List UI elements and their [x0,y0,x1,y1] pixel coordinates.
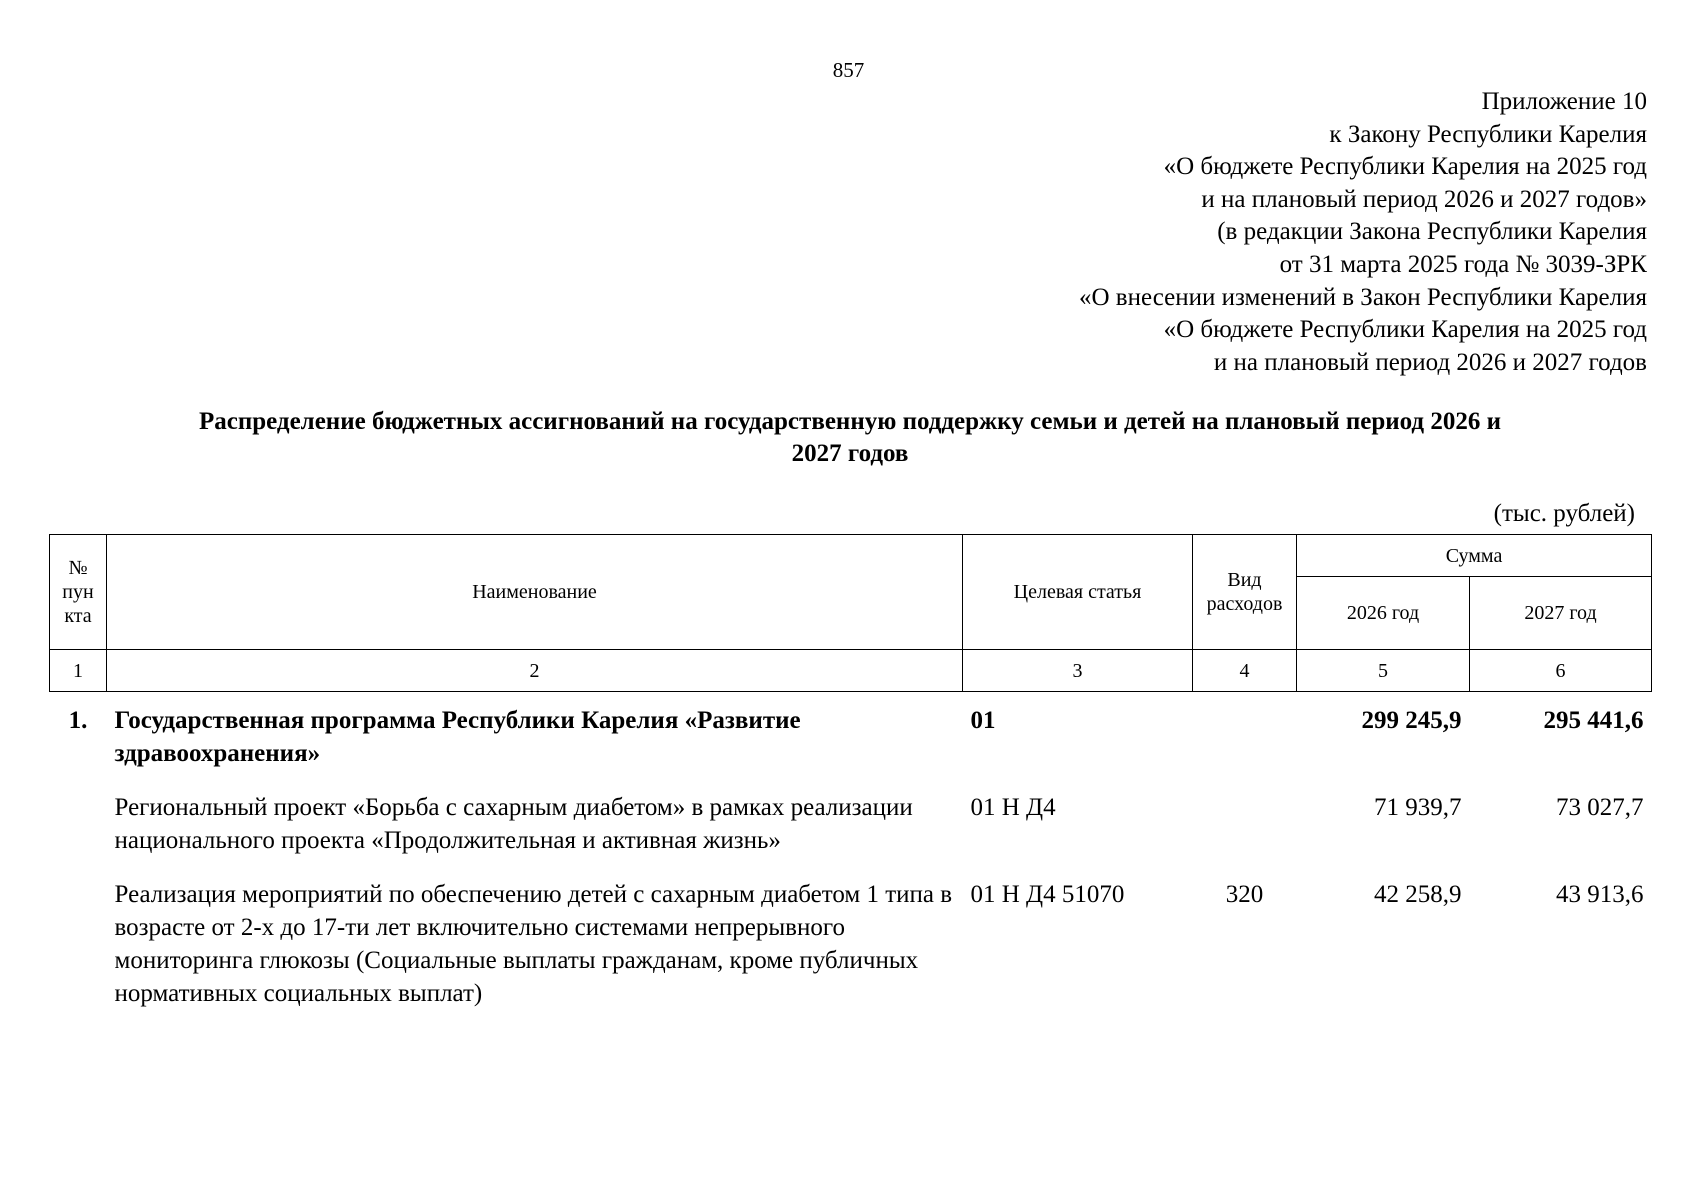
table-row [50,704,1652,770]
title-line: Распределение бюджетных ассигнований на государственную поддержку семьи и детей на плановый период 2026 и [198,408,1501,435]
appendix-line: и на плановый период 2026 и 2027 годов» [1201,185,1647,213]
column-number: 4 [1193,650,1297,692]
appendix-line: «О внесении изменений в Закон Республики Карелия [1078,283,1647,311]
row-sum-2026: 71 939,7 [1374,794,1462,821]
header-num-line: № [68,557,88,579]
appendix-line: к Закону Республики Карелия [1329,120,1647,148]
appendix-line: Приложение 10 [1481,88,1647,115]
appendix-line: «О бюджете Республики Карелия на 2025 год [1163,316,1647,344]
column-number: 6 [1470,650,1652,692]
row-sum-2027: 43 913,6 [1556,881,1644,908]
header-article: Целевая статья [963,535,1193,650]
header-year-2026: 2026 год [1297,577,1470,650]
row-sum-2026: 299 245,9 [1361,707,1462,734]
header-year-2027: 2027 год [1470,577,1652,650]
row-name: Реализация мероприятий по обеспечению детей с сахарным диабетом 1 типа в возрасте от 2-х до 17-ти лет включительно системами непрерывного мониторинга глюкозы (Социальные выплаты гражданам, кроме публичных нормативных социальных выплат) [114,881,953,1007]
row-name: Государственная программа Республики Карелия «Развитие здравоохранения» [114,707,801,767]
header-num-line: пун [62,581,94,603]
row-vid: 320 [1225,881,1264,908]
row-article: 01 Н Д4 51070 [970,881,1125,908]
appendix-line: и на плановый период 2026 и 2027 годов [1213,348,1647,376]
column-number-row [50,650,1652,692]
row-article: 01 Н Д4 [970,794,1056,821]
table-header-row [50,535,1652,577]
row-number [50,791,107,857]
column-number: 5 [1297,650,1470,692]
appendix-reference [747,86,1647,379]
row-article: 01 [970,707,996,734]
units-label: (тыс. рублей) [1493,500,1635,527]
row-sum-2027: 295 441,6 [1543,707,1644,734]
header-num-line: кта [64,605,92,627]
header-sum: Сумма [1297,535,1652,577]
appendix-line: от 31 марта 2025 года № 3039-ЗРК [1279,250,1647,278]
title-line: 2027 годов [791,440,909,467]
page-number: 857 [832,58,865,82]
document-title [120,406,1580,470]
header-name: Наименование [107,535,963,650]
table-row [50,791,1652,857]
budget-table [49,534,1652,1010]
appendix-line: «О бюджете Республики Карелия на 2025 год [1163,153,1647,181]
header-vid-line: расходов [1206,593,1283,615]
row-sum-2027: 73 027,7 [1556,794,1644,821]
row-number: 1. [68,707,88,734]
column-number: 3 [963,650,1193,692]
header-vid [1193,535,1297,650]
row-vid [1193,791,1297,857]
row-name: Региональный проект «Борьба с сахарным диабетом» в рамках реализации национального проекта «Продолжительная и активная жизнь» [114,794,913,854]
row-number [50,878,107,1010]
row-sum-2026: 42 258,9 [1374,881,1462,908]
header-num [50,535,107,650]
table-row [50,878,1652,1010]
row-vid [1193,704,1297,770]
column-number: 2 [107,650,963,692]
appendix-line: (в редакции Закона Республики Карелия [1217,218,1647,246]
column-number: 1 [50,650,107,692]
header-vid-line: Вид [1227,569,1262,591]
